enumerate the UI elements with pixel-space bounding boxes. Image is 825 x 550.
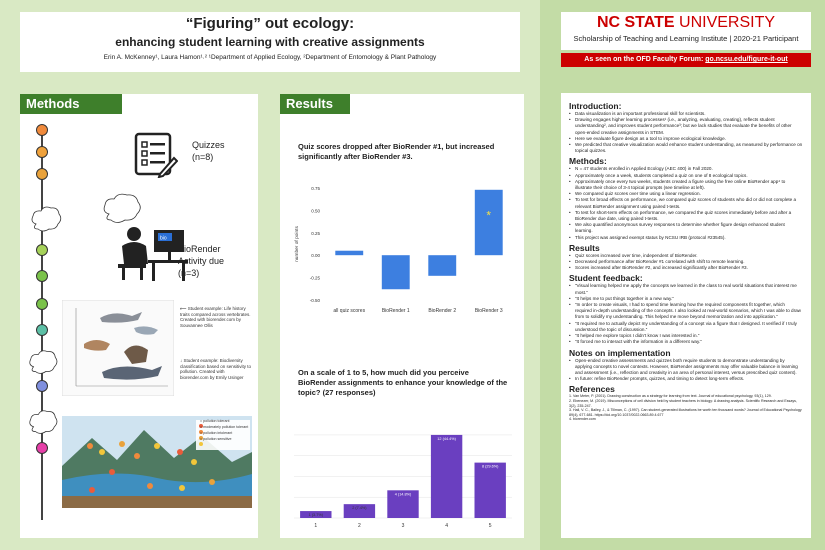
- x-tick-label: 4: [445, 523, 448, 529]
- chart1-title: Quiz scores dropped after BioRender #1, but increased significantly after BioRender #3.: [298, 142, 495, 161]
- poster-title: “Figuring” out ecology:: [185, 15, 355, 32]
- section-bullet: • “In order to create visuals, I had to spend time learning how the required components fit together, which required in-depth understanding of the concepts. I also looked at real-world scenarios, which I was able to draw from to solidify my understanding. This helped me move beyond memorization and into application.”: [569, 302, 803, 321]
- student-example-caption-1: ⟵ Student example: Life history traits compared across vertebrates. Created with biorender.com by Souvannee Ollis: [180, 306, 251, 328]
- timeline-dot: [36, 146, 48, 158]
- section-bullet: • This project was assigned exempt status by NCSU IRB (protocol #23545).: [569, 235, 803, 241]
- section-heading: Introduction:: [569, 101, 622, 111]
- section-heading: Results: [569, 242, 600, 253]
- section-bullet: • “Visual learning helped me apply the concepts we learned in the class to real world situations that interest me most.”: [569, 283, 803, 295]
- timeline-dot: [36, 324, 48, 336]
- thought-cloud-icon: [100, 190, 144, 228]
- timeline-dot: [36, 244, 48, 256]
- poster-subtitle: enhancing student learning with creative assignments: [115, 35, 425, 49]
- section-bullet: • “It helped me explore topics I didn’t know I was interested in.”: [569, 333, 803, 339]
- y-axis-label: number of points: [295, 226, 300, 262]
- section-bullet: • Here we evaluate figure design as a tool to improve ecological knowledge.: [569, 136, 803, 142]
- section-bullet: • Scores increased after BioRender #2, and increased significantly after BioRender #3.: [569, 265, 803, 271]
- thought-cloud-icon: [26, 346, 60, 380]
- ncsu-logo: [561, 14, 811, 32]
- bar: [382, 255, 410, 289]
- reference-entry: 3. Hall, V. C., Bailey, J., & Tillman, C. (1997). Can student-generated illustrations be worth ten thousand words? Journal of Educational Psychology 89(4), 677-681. https://doi.org/10.1037/0022-0663.89.4.677: [569, 408, 802, 417]
- ncsu-banner: [561, 12, 811, 50]
- activity-count: (n=3): [178, 268, 200, 278]
- pollution-legend: [200, 418, 250, 442]
- student-example-life-history-image: [62, 300, 174, 396]
- x-tick-label: all quiz scores: [333, 308, 366, 314]
- section-bullet: • In future: refine BioRender prompts, quizzes, and timing to detect long-term effects.: [569, 376, 803, 382]
- x-tick-label: 1: [314, 523, 318, 529]
- bar: [431, 435, 462, 518]
- section-bullet: • “It forced me to interact with the information in a different way.”: [569, 339, 803, 345]
- legend-entry: = pollution sensitive: [200, 437, 232, 441]
- section-bullet: • We predicted that creative visualization would enhance student understanding, as measured by performance on topical quizzes.: [569, 142, 803, 154]
- authors: Erin A. McKenney¹, Laura Hamon¹˒² ¹Department of Applied Ecology, ²Department of Entomology & Plant Pathology: [103, 54, 437, 61]
- y-tick-label: 0.25: [311, 230, 320, 236]
- x-tick-label: 2: [358, 523, 361, 529]
- quiz-score-bar-chart: [286, 182, 518, 322]
- y-tick-label: -0.50: [309, 298, 320, 303]
- section-bullet: • Approximately once every two weeks, students created a figure using the free online BioRender app⁴ to illustrate their choice of 3-4 topical prompts (see timeline at left).: [569, 179, 803, 191]
- data-label: 8 (29.6%): [481, 464, 499, 469]
- methods-panel: [20, 94, 258, 538]
- x-tick-label: BioRender 3: [474, 308, 503, 314]
- reference-entry: 2. Ebenezer, M. (2019). Misconceptions of cell division held by student teachers in biology: A drawing analysis. Scientific Research and Essays, 3(2), 235-247.: [569, 398, 797, 408]
- quizzes-count: (n=8): [192, 152, 214, 162]
- data-label: 1 (3.7%): [308, 513, 323, 518]
- y-tick-label: 0.50: [311, 208, 320, 214]
- timeline-dot: [36, 442, 48, 454]
- text-sections-panel: [561, 93, 811, 538]
- forum-link[interactable]: go.ncsu.edu/figure-it-out: [705, 56, 788, 63]
- section-heading: Methods:: [569, 156, 607, 167]
- results-panel: [280, 94, 524, 538]
- student-example-caption-2: ↓ Student example: Biodiversity classification based on sensitivity to pollution. Created with biorender.com by Emily Usinger: [180, 358, 252, 380]
- section-bullet: • “It helps me to put things together in a new way.”: [569, 296, 803, 302]
- methods-header: Methods: [20, 94, 122, 114]
- section-bullet: • We also quantified anonymous survey responses to determine whether figure design enhanced student learning.: [569, 222, 803, 234]
- section-bullet: • “It required me to actually depict my understanding of a concept via a figure that I designed. It verified if I truly understood the topic of discussion.”: [569, 321, 803, 333]
- section-bullet: • Decreased performance after BioRender #1 correlated with shift to remote learning.: [569, 259, 803, 265]
- section-list: [569, 111, 803, 154]
- bar: [428, 255, 456, 276]
- x-tick-label: BioRender 2: [428, 308, 457, 314]
- section-list: [569, 253, 803, 272]
- section-list: [569, 166, 803, 240]
- section-bullet: • N = 47 students enrolled in Applied Ecology (AEC 400) in Fall 2020.: [569, 166, 803, 172]
- section-bullet: • To test for short-term effects on performance, we compared the quiz scores immediately before and after a BioRender due date, using paired t-tests.: [569, 210, 803, 222]
- section-bullet: • Approximately once a week, students completed a quiz on one of 8 ecological topics.: [569, 173, 803, 179]
- data-label: 4 (14.8%): [394, 492, 412, 497]
- timeline-dot: [36, 168, 48, 180]
- title-banner: [20, 12, 520, 72]
- activity-due-label: Activity due: [178, 256, 225, 266]
- bar: [475, 190, 503, 255]
- legend-entry: = pollution tolerant: [200, 419, 230, 423]
- data-label: 12 (44.4%): [437, 436, 456, 441]
- section-bullet: • We compared quiz scores over time using a linear regression.: [569, 191, 803, 197]
- logo-bold: NC STATE: [596, 14, 675, 31]
- section-bullet: • Drawing engages higher learning processes¹ (i.e., analyzing, evaluating, creating), reflects student understanding², and improves student performance³; but we lack studies that evaluate the benefits of other open-ended creative assignments in STEM.: [569, 117, 803, 136]
- section-bullet: • Quiz scores increased over time, independent of BioRender.: [569, 253, 803, 259]
- survey-response-bar-chart: [286, 424, 518, 534]
- section-heading: Notes on implementation: [569, 347, 671, 358]
- section-bullet: • Data visualization is an important professional skill for scientists.: [569, 111, 803, 117]
- section-list: [569, 358, 803, 383]
- y-tick-label: -0.25: [309, 275, 320, 281]
- section-bullet: • To test for broad effects on performance, we compared quiz scores of students who did or did not complete a relevant BioRender assignment using paired t-tests.: [569, 197, 803, 209]
- timeline-dot: [36, 270, 48, 282]
- timeline-dot: [36, 380, 48, 392]
- section-bullet: • Open-ended creative assessments and quizzes both require students to demonstrate understanding by applying concepts to novel contexts. However, BioRender assignments may offer valuable balance in learning and assessment (i.e., reflection and creativity in an area of personal interest, versus prescribed quiz content).: [569, 358, 803, 377]
- x-tick-label: 3: [401, 523, 405, 529]
- y-tick-label: 0.00: [311, 253, 320, 259]
- reference-entry: 1. Van Meter, P. (2001). Drawing construction as a strategy for learning from text. Journal of educational psychology, 93(1), 129.: [569, 394, 772, 399]
- legend-entry: = moderately pollution tolerant: [200, 425, 249, 429]
- results-header: Results: [280, 94, 350, 114]
- reference-entry: 4. biorender.com: [569, 417, 596, 422]
- timeline-dot: [36, 124, 48, 136]
- x-tick-label: 5: [488, 523, 492, 529]
- svg-text:bio: bio: [160, 235, 167, 242]
- faculty-forum-bar: [561, 53, 811, 67]
- references-heading: References: [569, 384, 615, 395]
- y-tick-label: 0.75: [311, 186, 320, 191]
- quizzes-label: Quizzes: [192, 140, 225, 150]
- bar: [335, 251, 363, 255]
- thought-cloud-icon: [28, 202, 64, 238]
- thought-cloud-icon: [26, 406, 60, 440]
- forum-text: As seen on the OFD Faculty Forum:: [584, 56, 706, 63]
- section-heading: Student feedback:: [569, 273, 643, 284]
- institute-subtitle: Scholarship of Teaching and Learning Institute | 2020-21 Participant: [573, 34, 799, 43]
- x-tick-label: BioRender 1: [381, 308, 410, 314]
- biorender-label: BioRender: [178, 244, 221, 254]
- significance-annotation: *: [486, 208, 492, 223]
- chart2-title: On a scale of 1 to 5, how much did you perceive BioRender assignments to enhance your knowledge of the topic? (27 responses): [298, 368, 508, 397]
- bar: [475, 463, 506, 518]
- quiz-clipboard-icon: [130, 130, 178, 178]
- legend-entry: = pollution intolerant: [200, 431, 233, 435]
- data-label: 2 (7.4%): [352, 506, 367, 511]
- section-list: [569, 283, 803, 345]
- logo-light: UNIVERSITY: [679, 14, 776, 31]
- timeline-dot: [36, 298, 48, 310]
